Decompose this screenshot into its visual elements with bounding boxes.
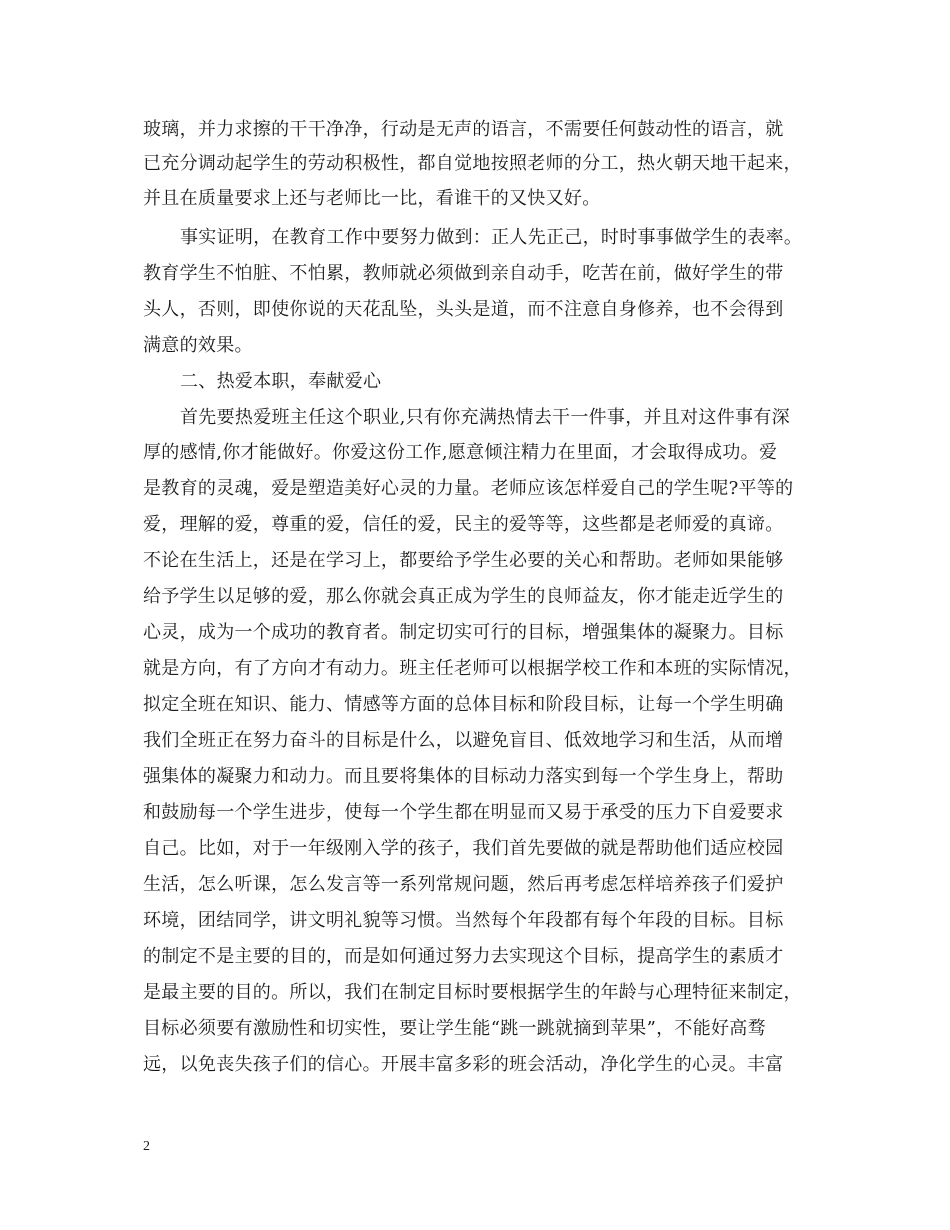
text-line: 教育学生不怕脏、不怕累，教师就必须做到亲自动手，吃苦在前，做好学生的带 — [143, 263, 784, 284]
text-line: 是教育的灵魂，爱是塑造美好心灵的力量。老师应该怎样爱自己的学生呢?平等的 — [143, 478, 794, 499]
text-line: 环境，团结同学，讲文明礼貌等习惯。当然每个年段都有每个年段的目标。目标 — [143, 910, 784, 931]
text-line: 的制定不是主要的目的，而是如何通过努力去实现这个目标，提高学生的素质才 — [143, 946, 784, 967]
text-line: 不论在生活上，还是在学习上，都要给予学生必要的关心和帮助。老师如果能够 — [143, 550, 784, 571]
text-line: 玻璃，并力求擦的干干净净，行动是无声的语言，不需要任何鼓动性的语言，就 — [143, 119, 784, 140]
text-line: 厚的感情,你才能做好。你爱这份工作,愿意倾注精力在里面，才会取得成功。爱 — [143, 442, 778, 463]
text-line: 就是方向，有了方向才有动力。班主任老师可以根据学校工作和本班的实际情况， — [143, 658, 802, 679]
text-line: 并且在质量要求上还与老师比一比，看谁干的又快又好。 — [143, 188, 601, 209]
text-line: 给予学生以足够的爱，那么你就会真正成为学生的良师益友，你才能走近学生的 — [143, 586, 784, 607]
paragraph-first-line: 首先要热爱班主任这个职业,只有你充满热情去干一件事，并且对这件事有深 — [180, 407, 790, 428]
text-line: 心灵，成为一个成功的教育者。制定切实可行的目标，增强集体的凝聚力。目标 — [143, 622, 784, 643]
text-line: 我们全班正在努力奋斗的目标是什么，以避免盲目、低效地学习和生活，从而增 — [143, 730, 784, 751]
text-line: 远，以免丧失孩子们的信心。开展丰富多彩的班会活动，净化学生的心灵。丰富 — [143, 1054, 784, 1075]
text-line: 强集体的凝聚力和动力。而且要将集体的目标动力落实到每一个学生身上，帮助 — [143, 766, 784, 787]
text-line: 自己。比如，对于一年级刚入学的孩子，我们首先要做的就是帮助他们适应校园 — [143, 838, 784, 859]
text-line: 目标必须要有激励性和切实性，要让学生能“跳一跳就摘到苹果”，不能好高骛 — [143, 1018, 766, 1039]
text-line: 拟定全班在知识、能力、情感等方面的总体目标和阶段目标，让每一个学生明确 — [143, 694, 784, 715]
text-line: 头人，否则，即使你说的天花乱坠，头头是道，而不注意自身修养，也不会得到 — [143, 299, 784, 320]
paragraph-first-line: 事实证明，在教育工作中要努力做到：正人先正己，时时事事做学生的表率。 — [180, 227, 803, 248]
text-line: 满意的效果。 — [143, 335, 253, 356]
page-number: 2 — [143, 1139, 150, 1154]
text-line: 生活，怎么听课，怎么发言等一系列常规问题，然后再考虑怎样培养孩子们爱护 — [143, 874, 784, 895]
text-line: 已充分调动起学生的劳动积极性，都自觉地按照老师的分工，热火朝天地干起来， — [143, 153, 802, 174]
text-line: 和鼓励每一个学生进步，使每一个学生都在明显而又易于承受的压力下自爱要求 — [143, 802, 784, 823]
section-heading: 二、热爱本职，奉献爱心 — [180, 371, 382, 392]
text-line: 是最主要的目的。所以，我们在制定目标时要根据学生的年龄与心理特征来制定， — [143, 982, 802, 1003]
text-line: 爱，理解的爱，尊重的爱，信任的爱，民主的爱等等，这些都是老师爱的真谛。 — [143, 514, 784, 535]
